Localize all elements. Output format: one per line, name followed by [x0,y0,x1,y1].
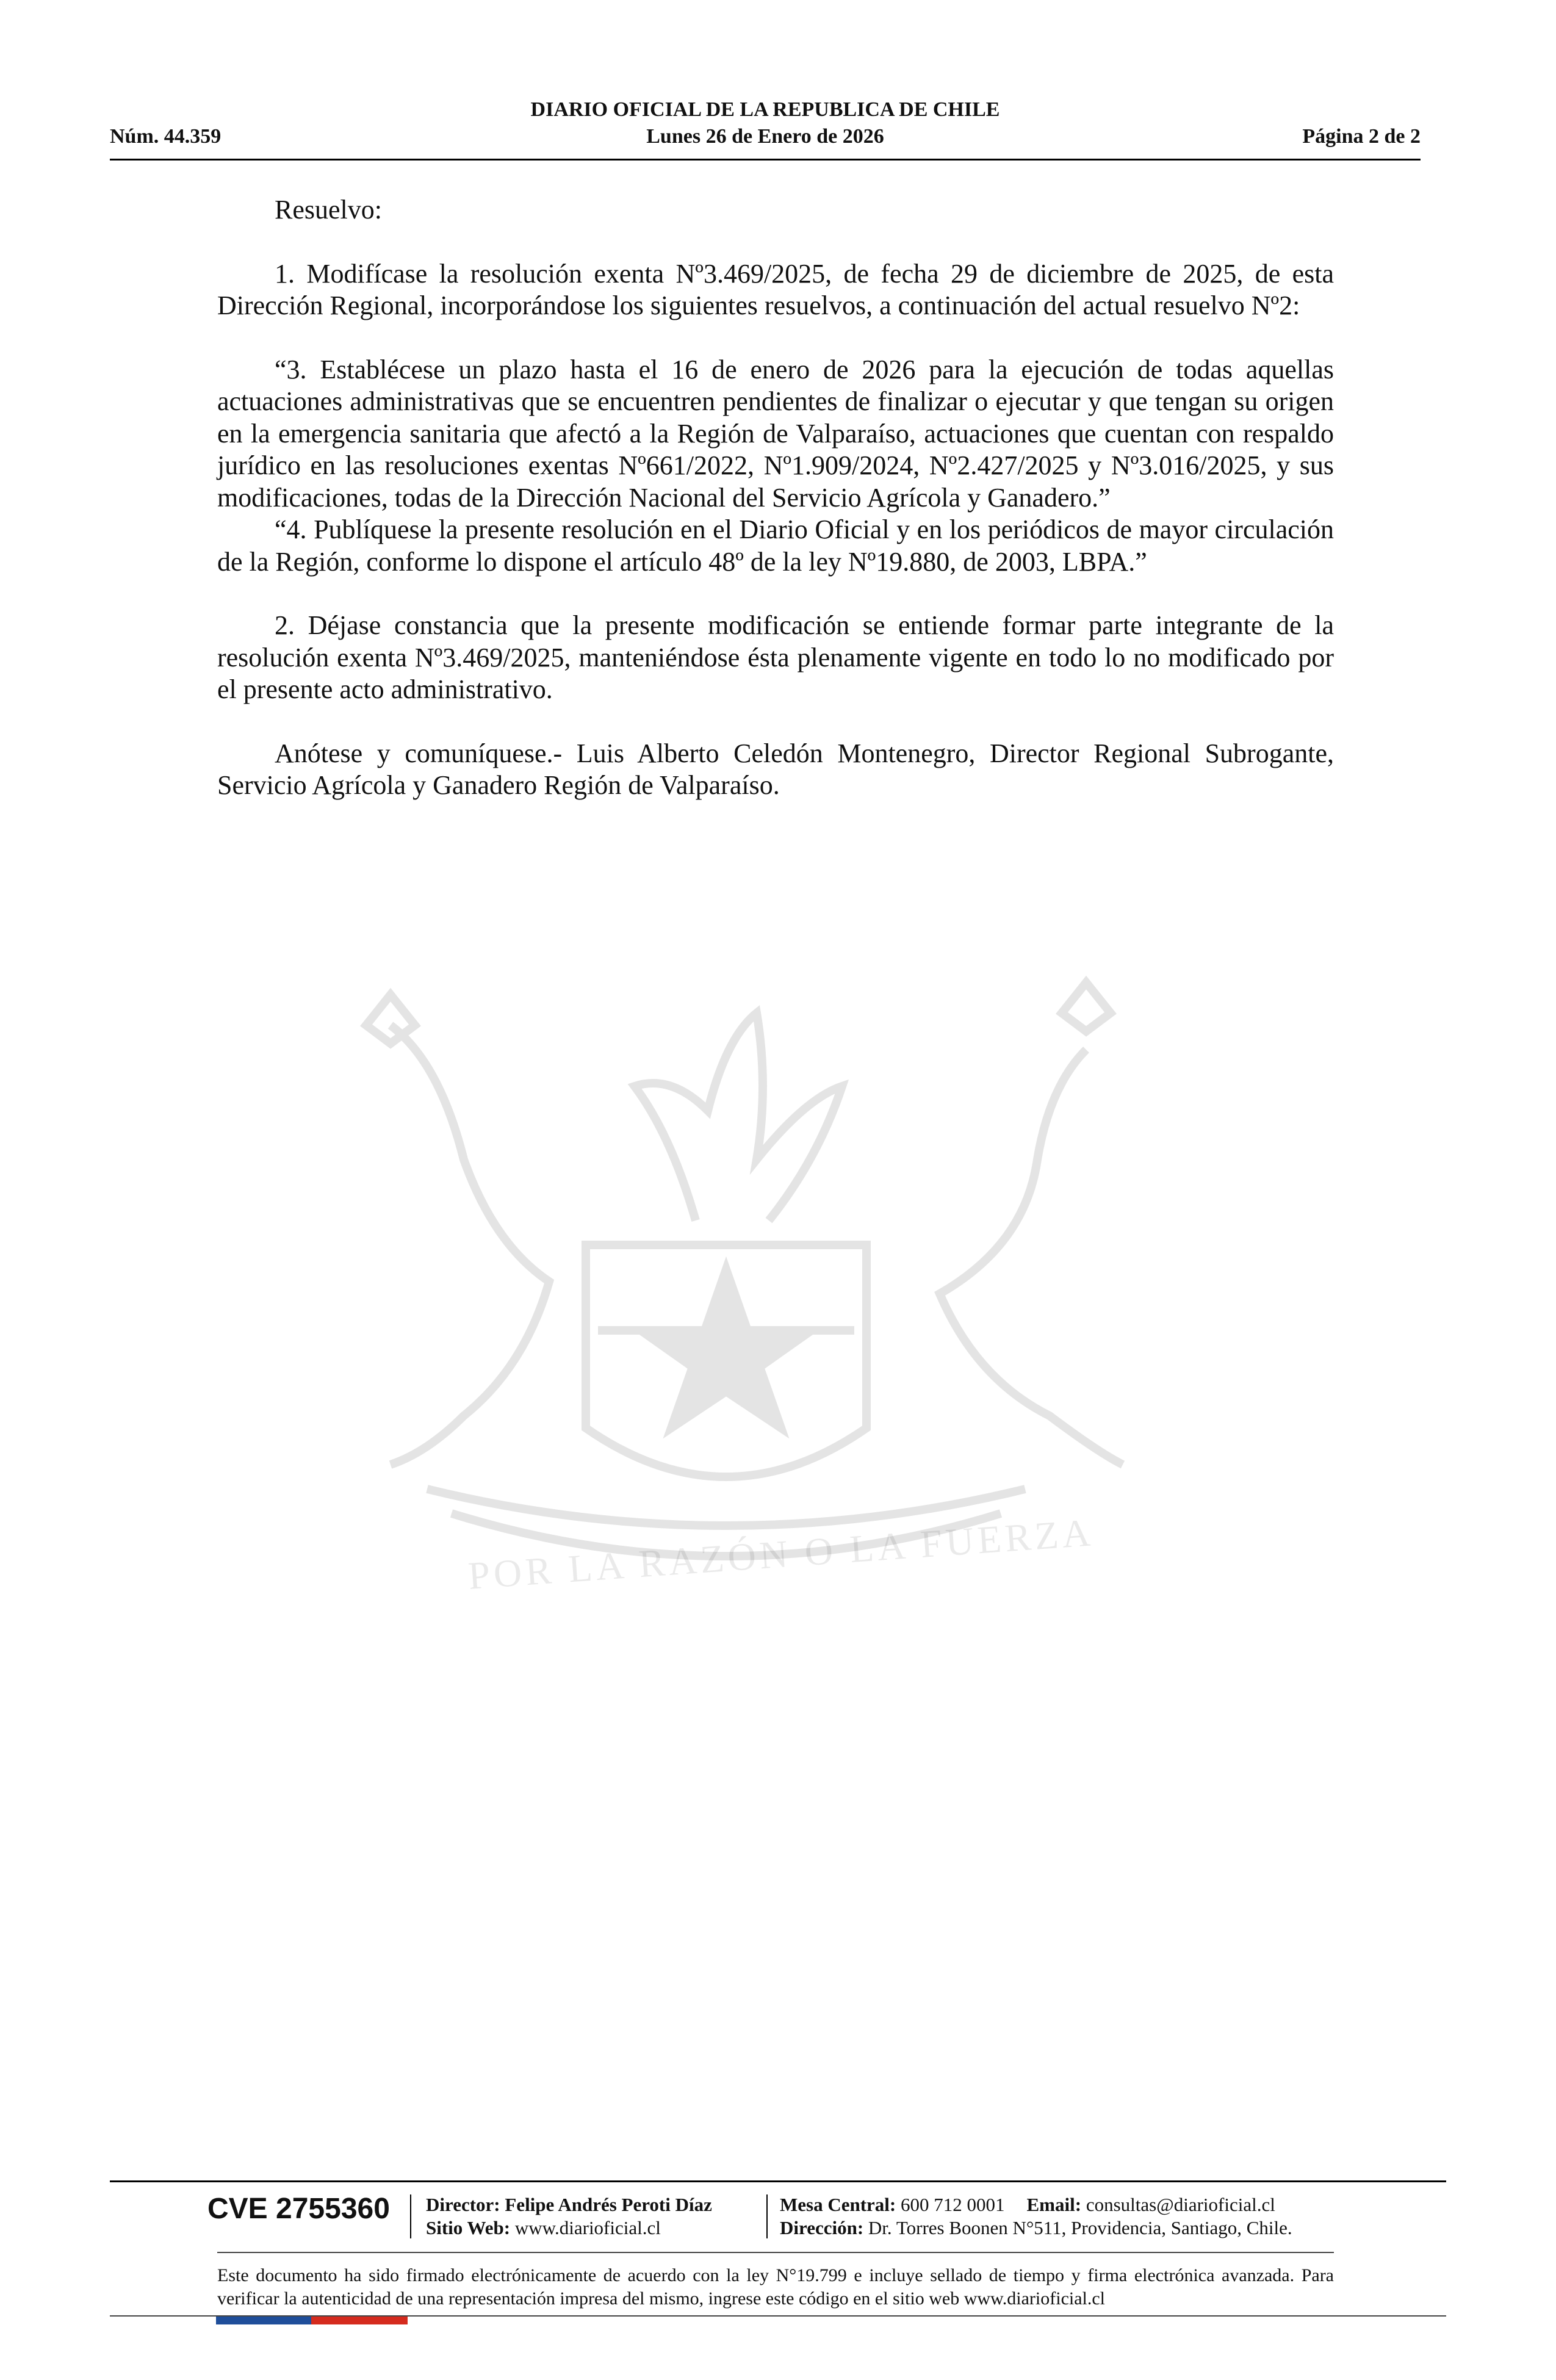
cve-code: CVE 2755360 [207,2193,390,2225]
resolution-body [217,194,1334,802]
address-label: Dirección: [780,2217,864,2238]
resolvo-heading: Resuelvo: [275,195,382,225]
footer-contact-block [780,2193,1341,2240]
resolution-item-4: “4. Publíquese la presente resolución en el Diario Oficial y en los periódicos de mayor circulación de la Región, conforme lo dispone el artículo 48º de la ley Nº19.880, de 2003, LBPA.” [217,514,1334,577]
page-indicator: Página 2 de 2 [1302,125,1421,148]
footer-rule [110,2180,1446,2182]
web-link[interactable]: www.diarioficial.cl [514,2217,661,2238]
footer-director-block [426,2193,768,2240]
web-label: Sitio Web: [426,2217,511,2238]
footer-divider [766,2194,768,2238]
page-header [110,96,1421,160]
issue-number: Núm. 44.359 [110,125,222,148]
email-label: Email: [1026,2194,1082,2215]
footer-rule-inner [217,2252,1334,2253]
director-label: Director: [426,2194,500,2215]
legal-notice: Este documento ha sido firmado electrónicamente de acuerdo con la ley N°19.799 e incluye sellado de tiempo y firma electrónica avanzada. Para verificar la autenticidad de una representación impresa del mismo, ingrese este código en el sitio web www.diarioficial.cl [217,2265,1334,2309]
watermark-motto: POR LA RAZÓN O LA FUERZA [466,1510,1096,1598]
issue-date: Lunes 26 de Enero de 2026 [646,125,884,148]
mesa-label: Mesa Central: [780,2194,896,2215]
footer-divider [410,2194,411,2238]
flag-stripe-blue [216,2317,311,2324]
flag-stripe-red [311,2317,408,2324]
mesa-phone: 600 712 0001 [901,2194,1005,2215]
address-value: Dr. Torres Boonen N°511, Providencia, Santiago, Chile. [868,2217,1292,2238]
resolution-item-1: 1. Modifícase la resolución exenta Nº3.469/2025, de fecha 29 de diciembre de 2025, de esta Dirección Regional, incorporándose los siguientes resuelvos, a continuación del actual resuelvo Nº2: [217,258,1334,320]
resolution-item-3: “3. Establécese un plazo hasta el 16 de enero de 2026 para la ejecución de todas aquellas actuaciones administrativas que se encuentren pendientes de finalizar o ejecutar y que tengan su origen en la emergencia sanitaria que afectó a la Región de Valparaíso, actuaciones que cuentan con respaldo jurídico en las resoluciones exentas Nº661/2022, Nº1.909/2024, Nº2.427/2025 y Nº3.016/2025, y sus modificaciones, todas de la Dirección Nacional del Servicio Agrícola y Ganadero.” [217,354,1334,513]
gazette-title: DIARIO OFICIAL DE LA REPUBLICA DE CHILE [530,98,1000,121]
signature-line: Anótese y comuníquese.- Luis Alberto Celedón Montenegro, Director Regional Subrogante, Servicio Agrícola y Ganadero Región de Valparaíso. [217,738,1334,800]
email-link[interactable]: consultas@diarioficial.cl [1086,2194,1275,2215]
director-name: Felipe Andrés Peroti Díaz [505,2194,712,2215]
resolution-item-2: 2. Déjase constancia que la presente modificación se entiende formar parte integrante de la resolución exenta Nº3.469/2025, manteniéndose ésta plenamente vigente en todo lo no modificado por el presente acto administrativo. [217,610,1334,704]
